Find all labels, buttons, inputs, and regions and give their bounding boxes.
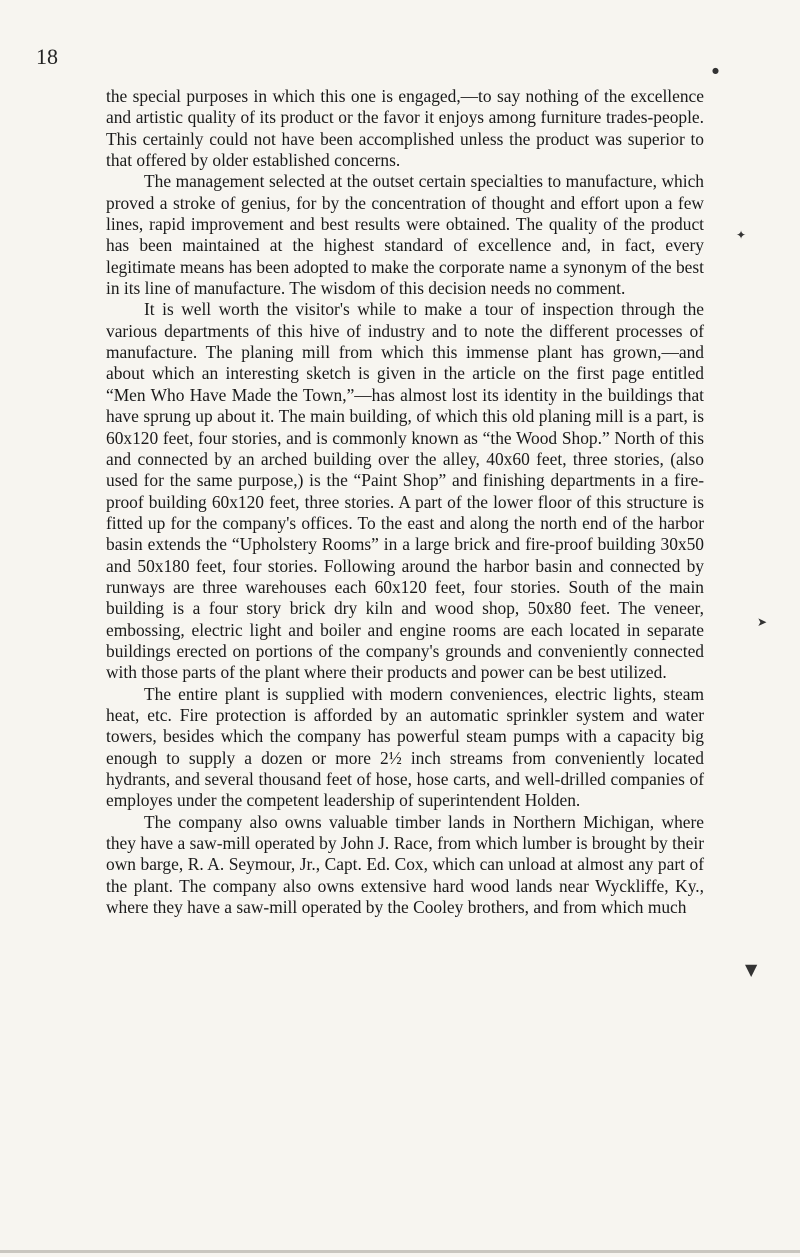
text-column (106, 86, 704, 918)
paragraph-5: The company also owns valuable timber lands in Northern Michigan, where they have a saw-mill operated by John J. Race, from which lumber is brought by their own barge, R. A. Seymour, Jr., Capt. Ed. Cox, which can unload at almost any part of the plant. The company also owns extensive hard wood lands near Wyckliffe, Ky., where they have a saw-mill operated by the Cooley brothers, and from which much (106, 811, 704, 918)
paragraph-3: It is well worth the visitor's while to make a tour of inspection through the various departments of this hive of industry and to note the different processes of manufacture. The planing mill from which this immense plant has grown,—and about which an interesting sketch is given in the article on the first page entitled “Men Who Have Made the Town,”—has almost lost its identity in the buildings that have sprung up about it. The main building, of which this old planing mill is a part, is 60x120 feet, four stories, and is commonly known as “the Wood Shop.” North of this and connected by an arched building over the alley, 40x60 feet, three stories, (also used for the same purpose,) is the “Paint Shop” and finishing departments in a fire-proof building 60x120 feet, three stories. A part of the lower floor of this structure is fitted up for the company's offices. To the east and along the north end of the harbor basin extends the “Upholstery Rooms” in a large brick and fire-proof building 30x50 and 50x180 feet, four stories. Following around the harbor basin and connected by runways are three warehouses each 60x120 feet, four stories. South of the main building is a four story brick dry kiln and wood shop, 50x80 feet. The veneer, embossing, electric light and boiler and engine rooms are each located in separate buildings erected on portions of the company's grounds and conveniently connected with those parts of the plant where their products and power can be best utilized. (106, 299, 704, 683)
page-number: 18 (36, 44, 58, 69)
margin-speck-mark: ✦ (736, 228, 747, 242)
margin-arrow-mark: ➤ (757, 615, 768, 629)
margin-speck-mark-2: ▼ (745, 960, 758, 979)
paragraph-2: The management selected at the outset certain specialties to manufacture, which proved a stroke of genius, for by the concentration of thought and effort upon a few lines, rapid improvement and best results were obtained. The quality of the product has been maintained at the highest standard of excellence and, in fact, every legitimate means has been adopted to make the corporate name a synonym of the best in its line of manufacture. The wisdom of this decision needs no comment. (106, 171, 704, 299)
scan-edge (0, 1250, 800, 1253)
paragraph-4: The entire plant is supplied with modern conveniences, electric lights, steam heat, etc. Fire protection is afforded by an automatic sprinkler system and water towers, besides which the company has powerful steam pumps with a capacity big enough to supply a dozen or more 2½ inch streams from conveniently located hydrants, and several thousand feet of hose, hose carts, and well-drilled companies of employes under the competent leadership of superintendent Holden. (106, 683, 704, 811)
margin-dot-mark: ● (712, 66, 719, 75)
paragraph-1: the special purposes in which this one is engaged,—to say nothing of the excellence and artistic quality of its product or the favor it enjoys among furniture trades-people. This certainly could not have been accomplished unless the product was superior to that offered by older established concerns. (106, 86, 704, 171)
